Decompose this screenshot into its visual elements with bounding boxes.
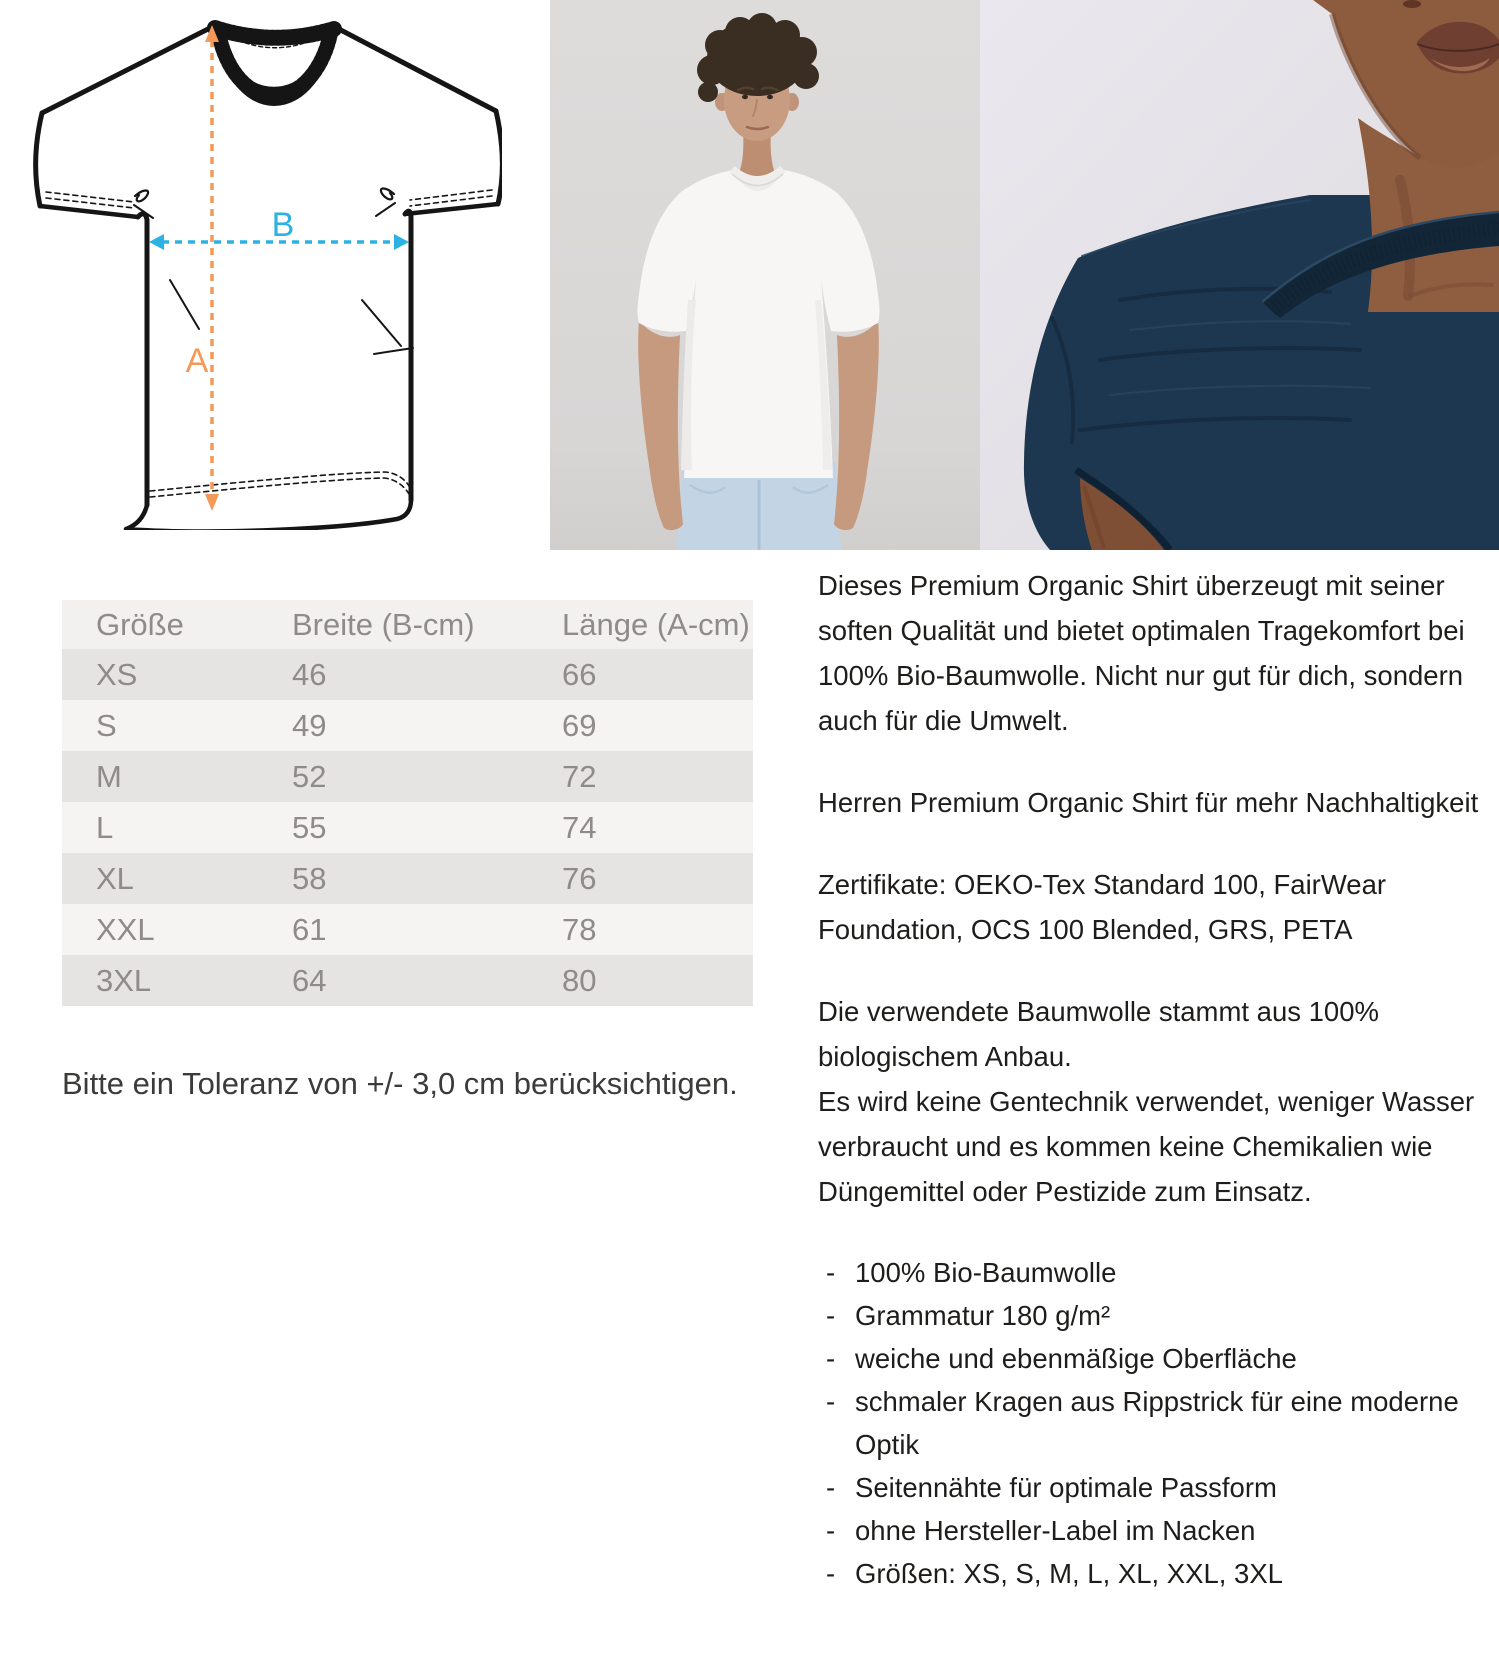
size-chart-header-row (62, 600, 753, 649)
size-cell: XXL (62, 904, 258, 955)
size-cell: 61 (258, 904, 528, 955)
size-cell: L (62, 802, 258, 853)
size-cell: 52 (258, 751, 528, 802)
size-row-xs (62, 649, 753, 700)
feature-item: - Größen: XS, S, M, L, XL, XXL, 3XL (818, 1552, 1486, 1595)
size-diagram (22, 0, 502, 530)
tolerance-note: Bitte ein Toleranz von +/- 3,0 cm berücksichtigen. (62, 1066, 738, 1101)
fabric-detail-illustration (980, 0, 1499, 550)
size-cell: 69 (528, 700, 753, 751)
model-photo-illustration (550, 0, 980, 550)
tshirt-outline-drawing (22, 0, 502, 530)
size-cell: XL (62, 853, 258, 904)
col-header-length: Länge (A-cm) (528, 600, 753, 649)
size-cell: XS (62, 649, 258, 700)
feature-item: - Grammatur 180 g/m² (818, 1294, 1486, 1337)
feature-item: - ohne Hersteller-Label im Nacken (818, 1509, 1486, 1552)
length-arrow (186, 25, 219, 511)
size-cell: 64 (258, 955, 528, 1006)
size-cell: 72 (528, 751, 753, 802)
description-sustainability-paragraph: Herren Premium Organic Shirt für mehr Nachhaltigkeit (818, 787, 1479, 818)
arrowhead-down (205, 494, 219, 511)
length-label: A (185, 342, 209, 380)
col-header-width: Breite (B-cm) (258, 600, 528, 649)
feature-item: - schmaler Kragen aus Rippstrick für eine moderne Optik (818, 1380, 1486, 1466)
model-photo (550, 0, 980, 550)
size-row-3xl (62, 955, 753, 1006)
description-cotton-paragraph (818, 989, 1486, 1214)
size-row-xxl (62, 904, 753, 955)
size-row-s (62, 700, 753, 751)
size-cell: 74 (528, 802, 753, 853)
description-intro-paragraph: Dieses Premium Organic Shirt überzeugt mit seiner soften Qualität und bietet optimalen Tragekomfort bei 100% Bio-Baumwolle. Nicht nur gut für dich, sondern auch für die Umwelt. (818, 570, 1465, 736)
feature-list (818, 1251, 1486, 1595)
size-chart-table (62, 600, 753, 1006)
size-cell: 78 (528, 904, 753, 955)
feature-item: - weiche und ebenmäßige Oberfläche (818, 1337, 1486, 1380)
size-cell: S (62, 700, 258, 751)
size-cell: 49 (258, 700, 528, 751)
size-row-xl (62, 853, 753, 904)
size-cell: 76 (528, 853, 753, 904)
fabric-detail-photo (980, 0, 1499, 550)
description-certificates-paragraph: Zertifikate: OEKO-Tex Standard 100, FairWear Foundation, OCS 100 Blended, GRS, PETA (818, 869, 1387, 945)
size-cell: M (62, 751, 258, 802)
size-row-l (62, 802, 753, 853)
product-description (818, 563, 1486, 1595)
cotton-line-1: Die verwendete Baumwolle stammt aus 100% biologischem Anbau. (818, 996, 1379, 1072)
size-cell: 3XL (62, 955, 258, 1006)
arrowhead-left (149, 234, 164, 250)
cotton-line-2: Es wird keine Gentechnik verwendet, weniger Wasser verbraucht und es kommen keine Chemikalien wie Düngemittel oder Pestizide zum Einsatz. (818, 1086, 1475, 1207)
size-cell: 58 (258, 853, 528, 904)
size-cell: 80 (528, 955, 753, 1006)
size-cell: 55 (258, 802, 528, 853)
size-row-m (62, 751, 753, 802)
col-header-size: Größe (62, 600, 258, 649)
feature-item: - 100% Bio-Baumwolle (818, 1251, 1486, 1294)
size-cell: 66 (528, 649, 753, 700)
size-cell: 46 (258, 649, 528, 700)
width-label: B (271, 206, 295, 244)
feature-item: - Seitennähte für optimale Passform (818, 1466, 1486, 1509)
width-arrow (149, 206, 409, 250)
arrowhead-right (394, 234, 409, 250)
